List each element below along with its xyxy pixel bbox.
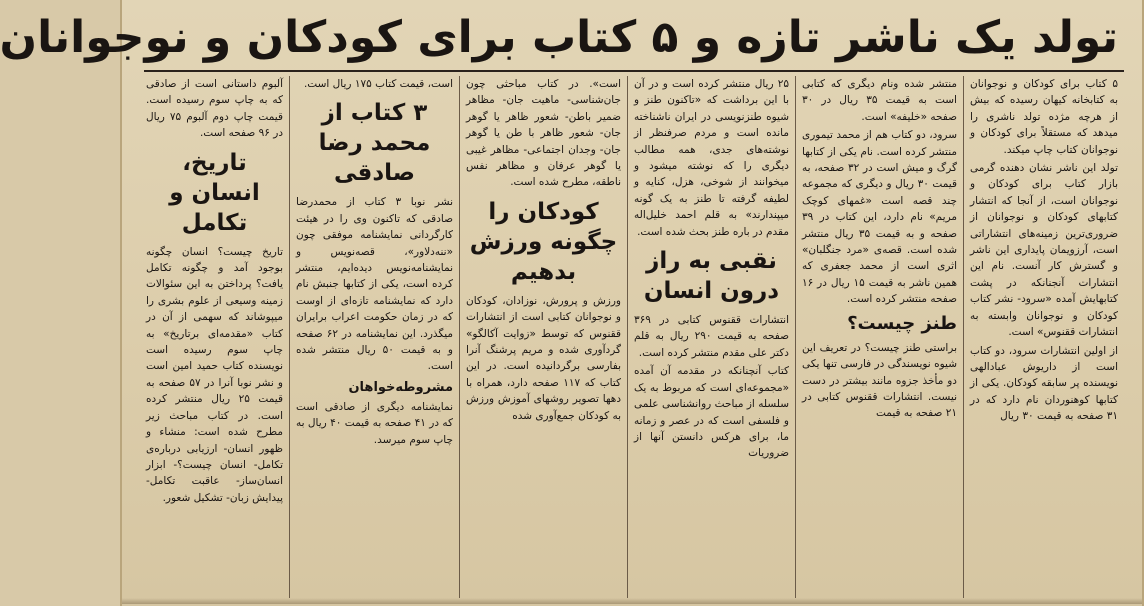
article-paragraph: انتشارات ققنوس کتابی در ۳۶۹ صفحه به قیمت ۲۹۰ ریال به قلم دکتر علی مقدم منتشر کرده است.	[634, 314, 789, 359]
article-paragraph: نشر نوبا ۳ کتاب از محمدرضا صادقی که تاکنون وی را در هیئت کارگردانی نمایشنامه موفقی چون «ننه‌دلاور»، قصه‌نویس و نمایشنامه‌نویس دیده‌ایم، منتشر کرده است، یکی از کتابها جنبش نام دارد که نمایشنامه تازه‌ای از اوست که در زمان حکومت اعراب برایران میگذرد. این نمایشنامه در ۶۲ صفحه و به قیمت ۵۰ ریال منتشر شده است.	[296, 196, 454, 373]
article-paragraph: از اولین انتشارات سرود، دو کتاب است از داریوش عبادالهی نویسنده پر سابقه کودکان. یکی از کتابها کوهنوردان نام دارد که در ۳۱ صفحه به قیمت ۳۰ ریال	[970, 344, 1118, 423]
headline: تولد یک ناشر تازه و ۵ کتاب برای کودکان و نوجوانان	[0, 12, 1118, 63]
article-paragraph: کتاب آنچنانکه در مقدمه آن آمده «مجموعه‌ای است که مربوط به یک سلسله از مباحث روانشناسی علمی و فلسفی است که در عصر و زمانه ما، برای هرکس دانستن آنها از ضروریات	[634, 365, 789, 460]
article-subheading: ۳ کتاب از محمد رضا صادقی	[318, 100, 431, 187]
article-paragraph: آلبوم داستانی است از صادقی که به چاپ سوم رسیده است. قیمت چاپ دوم آلبوم ۷۵ ریال در ۹۶ صفحه است.	[146, 78, 283, 140]
article-paragraph: تولد این ناشر نشان دهنده گرمی بازار کتاب برای کودکان و نوجوانان است، از آنجا که انتشار کتابهای کودکان و نوجوانان از ضروری‌ترین زمینه‌های انتشاراتی است، آرزویمان پایداری این ناشر و گسترش کار آنست. نام این انتشارات آنجنانکه در پشت کتابهایش آمده «سرود- نشر کتاب کودکان و نوجوانان وابسته به انتشارات ققنوس» است.	[970, 162, 1118, 339]
article-paragraph: نمایشنامه دیگری از صادقی است که در ۴۱ صفحه به قیمت ۴۰ ریال به چاپ سوم میرسد.	[296, 400, 453, 446]
column-6	[140, 76, 290, 598]
article-paragraph: ۵ کتاب برای کودکان و نوجوانان به کتابخانه کیهان رسیده که بیش از هرچه مژده تولد ناشری را میدهد که مستقلاً برای کودکان و نوجوانان کتاب چاپ میکند.	[970, 78, 1118, 156]
article-paragraph: منتشر شده ونام دیگری که کتابی است به قیمت ۳۵ ریال در ۳۰ صفحه «خلیفه» است.	[802, 78, 957, 123]
column-3	[628, 76, 796, 598]
column-2	[796, 76, 964, 598]
article-subheading: مشروطه‌خواهان	[348, 379, 453, 395]
article-paragraph: است». در کتاب مباحثی چون جان‌شناسی- ماهیت جان- مظاهر ضمیر باطن- شعور ظاهر یا گوهر جان- شعور ظاهر با طن یا گوهر جان- وجدان اجتماعی- مظاهر غیبی یا گوهر عرفان و مظاهر نفس ناطقه، مطرح شده است.	[466, 78, 621, 189]
headline-rule	[144, 70, 1124, 72]
paper-fold-shadow	[122, 598, 1142, 604]
article-paragraph: تاریخ چیست؟ انسان چگونه بوجود آمد و چگونه تکامل یافت؟ پرداختن به این سئوالات زمینه وسیعی از علوم بشری را میپوشاند که سهمی از آن در کتاب «مقدمه‌ای برتاریخ» به چاپ سوم رسیده است نویسنده کتاب حمید امین است و نشر نوبا آنرا در ۵۷ صفحه به قیمت ۲۵ ریال منتشر کرده است. در کتاب مباحث زیر مطرح شده است: منشاء و ظهور انسان- ارزیابی درباره‌ی تکامل- انسان چیست؟- ابزار انسان‌ساز- عاقبت تکامل- پیدایش زبان- تشکیل شعور.	[146, 245, 283, 504]
column-4	[460, 76, 628, 598]
article-paragraph: ورزش و پرورش، نوزادان، کودکان و نوجوانان کتابی است از انتشارات ققنوس که توسط «زوایت آکالگو» گردآوری شده و مریم پرشنگ آنرا بفارسی برگردانیده است. در این کتاب که ۱۱۷ صفحه دارد، همراه با دهها تصویر روشهای آموزش ورزش به کودکان جمع‌آوری شده	[466, 294, 621, 422]
article-paragraph: سرود، دو کتاب هم از محمد تیموری منتشر کرده است. نام یکی از کتابها گرگ و میش است در ۳۲ صفحه، به قیمت ۳۰ ریال و دیگری که مجموعه چند قصه است «غمهای کوچک مریم» نام دارد، این کتاب در ۳۹ صفحه و به قیمت ۳۵ ریال منتشر شده است. قصه‌ی «مرد جنگلبان» اثری است از محمد جعفری که همین ناشر به قیمت ۱۵ ریال در ۱۶ صفحه منتشر کرده است.	[802, 129, 957, 306]
article-columns	[144, 76, 1124, 598]
article-subheading: طنز چیست؟	[847, 312, 957, 334]
article-subheading: تاریخ، انسان و تکامل	[169, 149, 260, 236]
article-subheading: نقبی به راز درون انسان	[643, 248, 780, 305]
article-paragraph: ۲۵ ریال منتشر کرده است و در آن با این برداشت که «تاکنون طنز و شیوه طنزنویسی در ایران ناشناخته مانده است و مردم صرفنظر از نوشته‌های جدی، همه مطالب دیگری را که نوشته میشود و میخوانند از شوخی، هزل، کنایه و لطیفه گرفته تا طنز به یک گونه میپندارند» به قلم احمد خلیل‌اله مقدم در باره طنز بحث شده است.	[634, 78, 789, 238]
article-subheading: کودکان را چگونه ورزش بدهیم	[469, 198, 618, 285]
column-1	[964, 76, 1124, 598]
article-paragraph: براستی طنز چیست؟ در تعریف این شیوه نویسندگی در فارسی تنها یکی دو مأخذ جزوه مانند بیشتر در دست نیست. انتشارات ققنوس کتابی در ۲۱ صفحه به قیمت	[802, 341, 957, 420]
article-paragraph: است، قیمت کتاب ۱۷۵ ریال است.	[303, 78, 453, 90]
column-5	[290, 76, 460, 598]
